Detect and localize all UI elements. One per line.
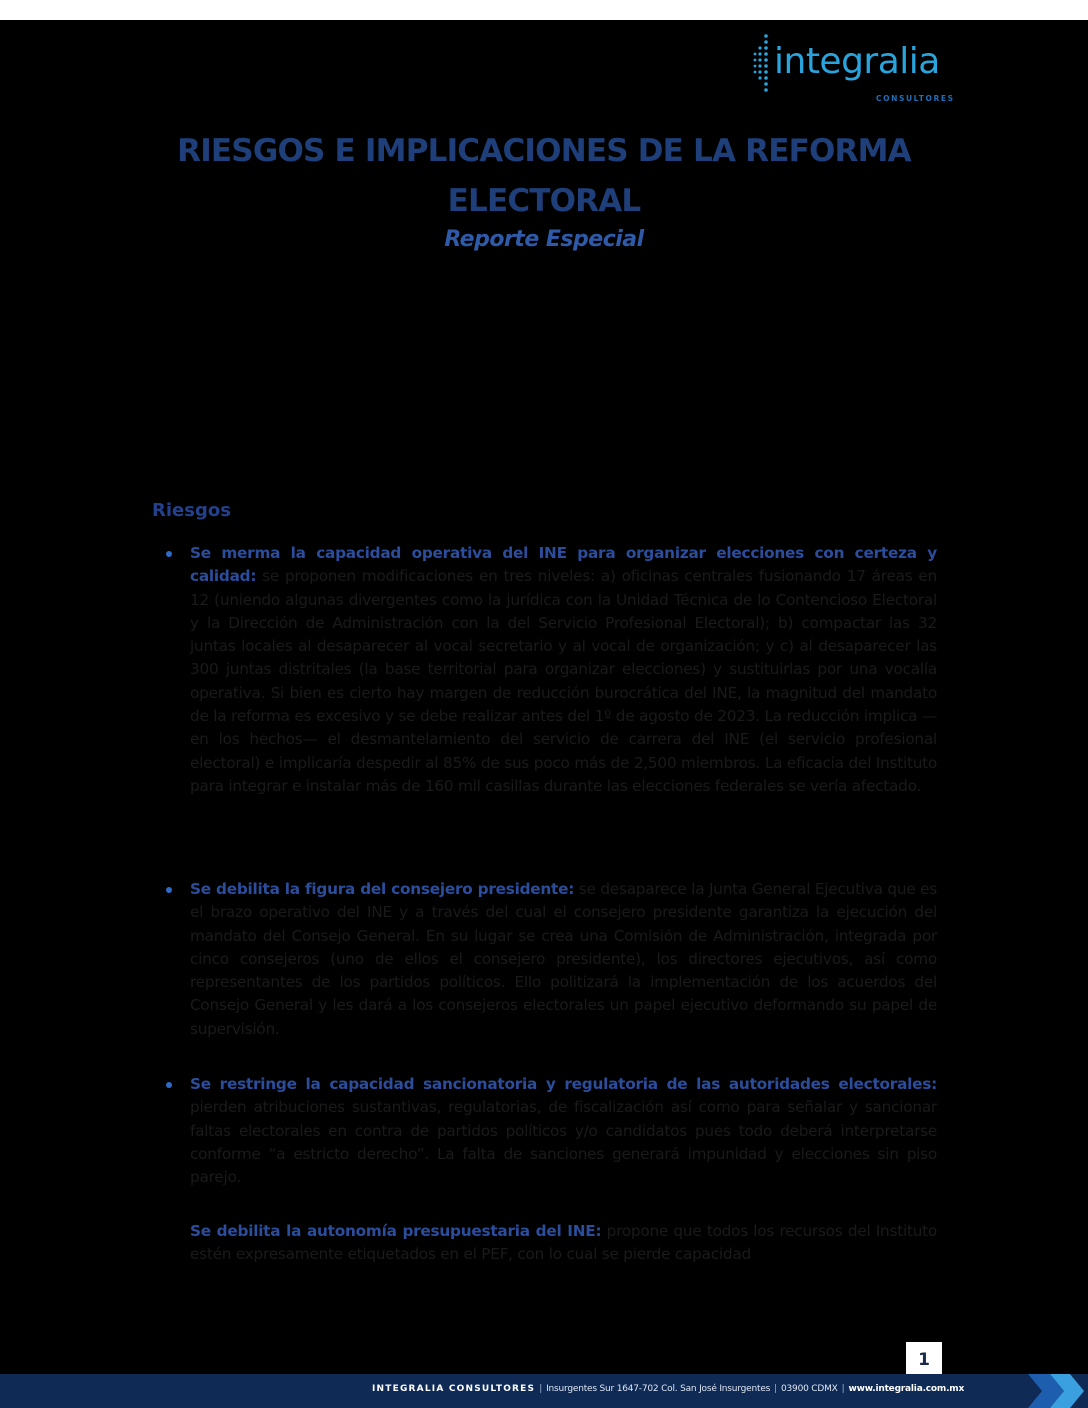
footer-brand: INTEGRALIA CONSULTORES <box>372 1384 536 1394</box>
bullet-icon <box>166 887 172 893</box>
footer-bar <box>0 1374 1088 1408</box>
footer-separator: | <box>539 1384 543 1394</box>
footer-address: Insurgentes Sur 1647-702 Col. San José Insurgentes <box>546 1384 771 1394</box>
bullet-icon <box>166 551 172 557</box>
logo-subtitle: CONSULTORES <box>876 94 955 103</box>
footer-postal: 03900 CDMX <box>781 1384 838 1394</box>
list-item <box>190 1220 937 1266</box>
list-item-lead: Se debilita la autonomía presupuestaria del INE: <box>190 1222 602 1240</box>
list-item-text: se desaparece la Junta General Ejecutiva que es el brazo operativo del INE y a través del cual el consejero presidente garantiza la ejecución del mandato del Consejo General. En su lugar se crea una Comisión de Administración, integrada por cinco consejeros (uno de ellos el consejero presidente), los directores ejecutivos, así como representantes de los partidos políticos. Ello politizará la implementación de los acuerdos del Consejo General y les dará a los consejeros electorales un papel ejecutivo deformando su papel de supervisión. <box>190 880 938 1038</box>
document-page <box>0 20 1088 1408</box>
list-item <box>190 878 937 1041</box>
list-item-text: se proponen modificaciones en tres niveles: a) oficinas centrales fusionando 17 áreas en 12 (uniendo algunas divergentes como la jurídica con la Unidad Técnica de lo Contencioso Electoral y la Dirección de Administración con la del Servicio Profesional Electoral); b) compactar las 32 juntas locales al desaparecer al vocal secretario y al vocal de organización; y c) al desaparecer las 300 juntas distritales (la base territorial para organizar elecciones) y sustituirlas por una vocalía operativa. Si bien es cierto hay margen de reducción burocrática del INE, la magnitud del mandato de la reforma es excesivo y se debe realizar antes del 1º de agosto de 2023. La reducción implica —en los hechos— el desmantelamiento del servicio de carrera del INE (el servicio profesional electoral) e implicaría despedir al 85% de sus poco más de 2,500 miembros. La eficacia del Instituto para integrar e instalar más de 160 mil casillas durante las elecciones federales se vería afectado. <box>190 567 937 795</box>
page-number: 1 <box>906 1342 942 1378</box>
list-item <box>190 542 937 798</box>
footer-text <box>372 1384 964 1394</box>
list-item-lead: Se restringe la capacidad sancionatoria y regulatoria de las autoridades electorales: <box>190 1075 937 1093</box>
logo-wordmark: integralia <box>774 41 940 82</box>
footer-website-link[interactable]: www.integralia.com.mx <box>848 1384 965 1394</box>
risk-list <box>0 20 1088 1320</box>
bullet-icon <box>166 1082 172 1088</box>
list-item-lead: Se merma la capacidad operativa del INE para organizar elecciones con certeza y calidad: <box>190 544 937 586</box>
list-item <box>190 1073 937 1189</box>
section-heading-riesgos: Riesgos <box>152 500 231 521</box>
report-title-line-1: RIESGOS E IMPLICACIONES DE LA REFORMA <box>177 133 911 169</box>
list-item-lead: Se debilita la figura del consejero presidente: <box>190 880 575 898</box>
report-subtitle: Reporte Especial <box>444 227 644 252</box>
report-title-line-2: ELECTORAL <box>447 183 641 219</box>
list-item-text: pierden atribuciones sustantivas, regulatorias, de fiscalización así como para señalar y sancionar faltas electorales en contra de partidos políticos y/o candidatos pues todo deberá interpretarse conforme “a estricto derecho”. La falta de sanciones generará impunidad y elecciones sin piso parejo. <box>190 1098 937 1187</box>
chevron-right-icon <box>1020 1374 1088 1408</box>
footer-separator: | <box>841 1384 845 1394</box>
footer-separator: | <box>774 1384 777 1394</box>
list-item-text: propone que todos los recursos del Instituto estén expresamente etiquetados en el PEF, con lo cual se pierde capacidad <box>190 1222 937 1264</box>
